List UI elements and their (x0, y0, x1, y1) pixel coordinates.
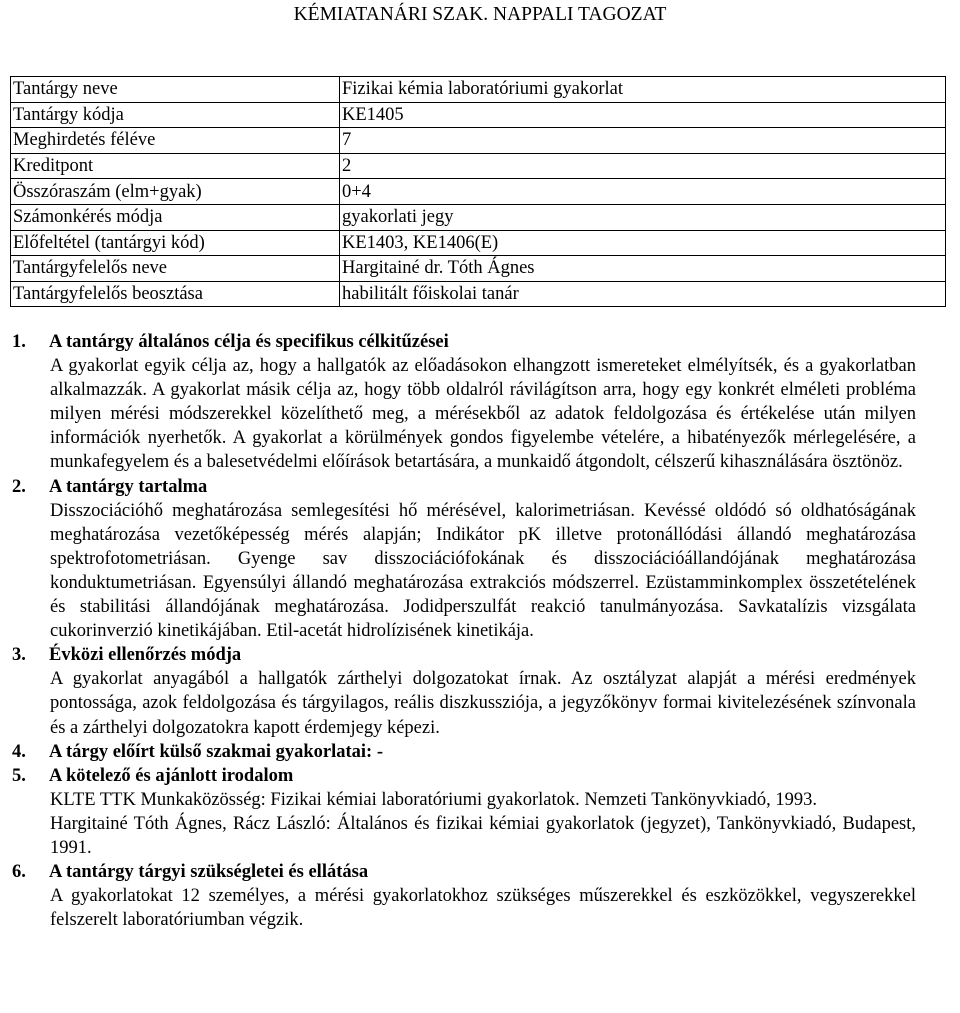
info-value: 2 (342, 156, 352, 177)
section-number: 3. (12, 645, 26, 666)
section-paragraph: A gyakorlat anyagából a hallgatók zárthelyi dolgozatokat írnak. Az osztályzat alapját a mérési eredmények pontossága, azok feldolgozása és tárgyilagos, reális diszkussziója, a jegyzőkönyv formai kivitelezésének színvonala és a zárthelyi dolgozatokra kapott érdemjegy képezi. (50, 669, 916, 738)
info-label: Meghirdetés féléve (11, 128, 340, 154)
section-title: A kötelező és ajánlott irodalom (49, 765, 294, 786)
section-heading (12, 860, 916, 884)
section (12, 764, 916, 860)
info-row (11, 77, 946, 103)
section-heading (12, 740, 916, 764)
section-paragraph: Hargitainé Tóth Ágnes, Rácz László: Általános és fizikai kémiai gyakorlatok (jegyzet), Tankönyvkiadó, Budapest, 1991. (50, 813, 916, 858)
section (12, 330, 916, 475)
section-number: 4. (12, 741, 26, 762)
info-row (11, 204, 946, 230)
section-number: 6. (12, 862, 26, 883)
section-number: 1. (12, 332, 26, 352)
section (12, 740, 916, 764)
info-value: 7 (342, 130, 352, 151)
info-value: KE1405 (342, 104, 404, 125)
course-description (12, 330, 916, 932)
info-row (11, 230, 946, 256)
info-row (11, 128, 946, 154)
section-title: A tantárgy általános célja és specifikus célkitűzései (49, 332, 449, 352)
section-title: A tárgy előírt külső szakmai gyakorlatai: - (49, 741, 384, 762)
section-number: 5. (12, 765, 26, 786)
section-title: A tantárgy tartalma (49, 476, 208, 497)
course-info-table (10, 76, 946, 307)
section-paragraph: Disszociációhő meghatározása semlegesítési hő mérésével, kalorimetriásan. Kevéssé oldódó só oldhatóságának meghatározása vezetőképesség mérés alapján; Indikátor pK illetve protonállódási állandó meghatározása spektrofotometriásan. Gyenge sav disszociációfokának és disszociációállandójának meghatározása konduktumetriásan. Egyensúlyi állandó meghatározása extrakciós módszerrel. Ezüstamminkomplex összetételének és stabilitási állandójának meghatározása. Jodidperszulfát reakció tanulmányozása. Savkatalízis vizsgálata cukorinverzió kinetikájában. Etil-acetát hidrolízisének kinetikája. (50, 500, 916, 642)
info-label: Számonkérés módja (11, 204, 340, 230)
section-paragraph: A gyakorlat egyik célja az, hogy a hallgatók az előadásokon elhangzott ismereteket elmélyítsék, és a gyakorlatban alkalmazzák. A gyakorlat másik célja az, hogy több oldalról rávilágítson arra, hogy egy konkrét elméleti probléma milyen mérési módszerekkel közelíthető meg, a mérésekből az adatok feldolgozása és értékelése után milyen információk nyerhetők. A gyakorlat a körülmények gondos figyelembe vételére, a hibatényezők mérlegelésére, a munkafegyelem és a balesetvédelmi előírások betartására, a munkaidő átgondolt, célszerű kihasználására ösztönöz. (50, 356, 916, 473)
section-title: A tantárgy tárgyi szükségletei és ellátása (49, 862, 369, 883)
info-label: Tantárgy neve (11, 77, 340, 103)
info-label: Tantárgyfelelős beosztása (11, 281, 340, 307)
section-number: 2. (12, 476, 26, 497)
section (12, 643, 916, 739)
info-value: Hargitainé dr. Tóth Ágnes (342, 258, 535, 279)
section-title: Évközi ellenőrzés módja (49, 645, 242, 666)
info-label: Összóraszám (elm+gyak) (11, 179, 340, 205)
section-heading (12, 643, 916, 667)
info-row (11, 256, 946, 282)
info-row (11, 102, 946, 128)
info-value: KE1403, KE1406(E) (342, 232, 499, 253)
section (12, 860, 916, 932)
section (12, 475, 916, 644)
info-label: Tantárgy kódja (11, 102, 340, 128)
info-value: Fizikai kémia laboratóriumi gyakorlat (342, 79, 624, 100)
section-heading (12, 764, 916, 788)
info-row (11, 153, 946, 179)
info-row (11, 179, 946, 205)
info-value: 0+4 (342, 181, 371, 202)
section-paragraph: A gyakorlatokat 12 személyes, a mérési gyakorlatokhoz szükséges műszerekkel és eszközökkel, vegyszerekkel felszerelt laboratóriumban végzik. (50, 886, 916, 931)
info-value: habilitált főiskolai tanár (342, 284, 519, 305)
page-header: KÉMIATANÁRI SZAK. NAPPALI TAGOZAT (293, 4, 667, 25)
section-heading (12, 475, 916, 499)
info-label: Tantárgyfelelős neve (11, 256, 340, 282)
section-heading (12, 330, 916, 354)
info-label: Előfeltétel (tantárgyi kód) (11, 230, 340, 256)
section-paragraph: KLTE TTK Munkaközösség: Fizikai kémiai laboratóriumi gyakorlatok. Nemzeti Tankönyvkiadó, 1993. (50, 789, 817, 810)
info-value: gyakorlati jegy (342, 207, 454, 228)
info-row (11, 281, 946, 307)
info-label: Kreditpont (11, 153, 340, 179)
